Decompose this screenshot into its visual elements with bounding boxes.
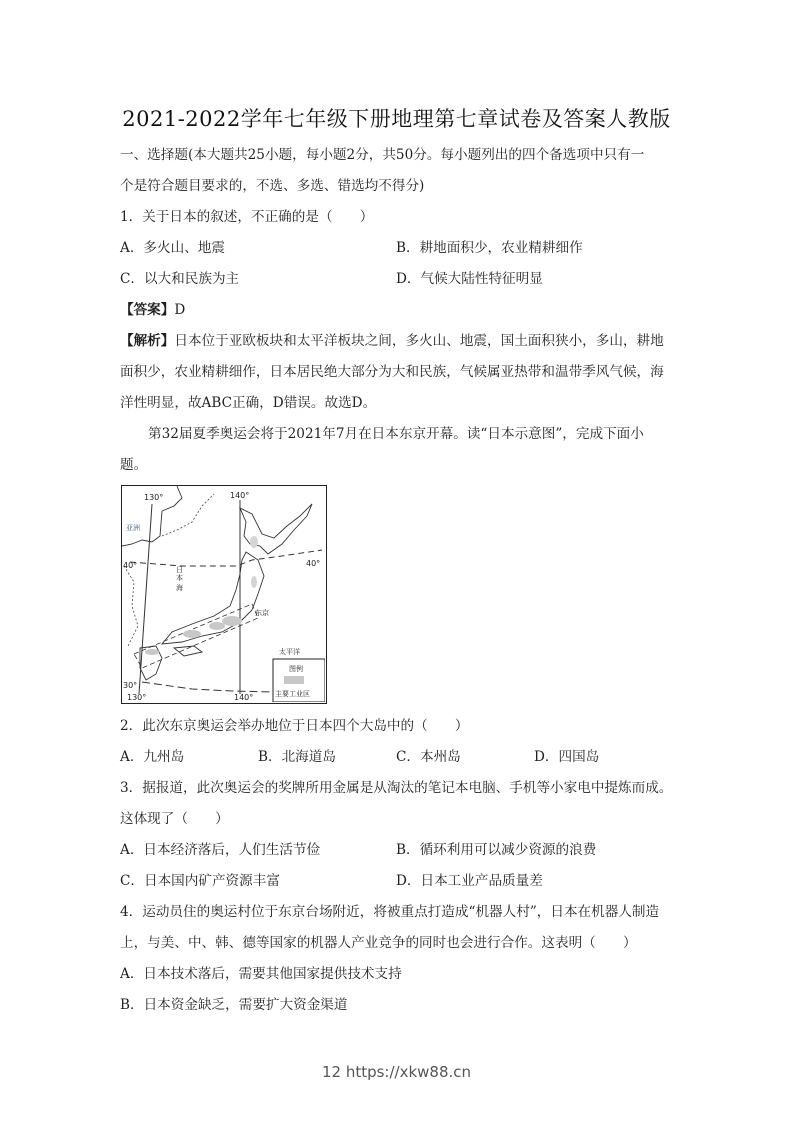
q4-option-b: B．日本资金缺乏，需要扩大资金渠道 <box>120 997 348 1013</box>
q1-option-a: A．多火山、地震 <box>120 240 225 256</box>
industrial-zone-chukyo <box>209 622 225 630</box>
q2-option-a: A．九州岛 <box>120 749 185 765</box>
label-sea-of-japan-3: 海 <box>176 584 183 592</box>
analysis-text-1: 日本位于亚欧板块和太平洋板块之间，多火山、地震，国土面积狭小，多山，耕地 <box>174 333 664 349</box>
label-sea-of-japan-1: 日 <box>176 566 183 574</box>
intro-line-2: 题。 <box>120 457 148 473</box>
q3-option-d: D．日本工业产品质量差 <box>396 873 543 889</box>
document-title: 2021-2022学年七年级下册地理第七章试卷及答案人教版 <box>122 107 671 131</box>
q1-analysis-line-1 <box>120 332 664 350</box>
q3-stem-line-2: 这体现了（ ） <box>120 811 229 827</box>
q2-option-c: C．本州岛 <box>396 749 461 765</box>
answer-value: D <box>174 302 186 318</box>
q1-answer <box>120 301 185 319</box>
label-lat-40-right: 40° <box>306 559 321 568</box>
label-lon-140-bottom: 140° <box>234 693 254 702</box>
q1-option-d: D．气候大陆性特征明显 <box>396 271 543 287</box>
label-lat-30: 30° <box>123 681 138 690</box>
q2-option-d: D．四国岛 <box>534 749 600 765</box>
parallel-40 <box>130 550 322 566</box>
q2-option-b: B．北海道岛 <box>258 749 336 765</box>
section-header-line-2: 个是符合题目要求的，不选、多选、错选均不得分) <box>120 178 425 194</box>
label-lon-130-top: 130° <box>144 493 164 502</box>
industrial-zone-keihin <box>222 616 242 626</box>
shikoku-outline <box>174 646 202 656</box>
q3-option-a: A．日本经济落后，人们生活节俭 <box>120 842 321 858</box>
q2-stem: 2．此次东京奥运会举办地位于日本四个大岛中的（ ） <box>120 718 469 734</box>
q3-stem-line-1: 3．据报道，此次奥运会的奖牌所用金属是从淘汰的笔记本电脑、手机等小家电中提炼而成。 <box>120 780 673 796</box>
page-footer[interactable]: 12 https://xkw88.cn <box>321 1063 472 1081</box>
label-sea-of-japan-2: 本 <box>176 574 183 582</box>
q4-stem-line-1: 4．运动员住的奥运村位于东京台场附近，将被重点打造成“机器人村”，日本在机器人制造 <box>120 904 660 920</box>
label-lat-40-left: 40° <box>123 561 138 570</box>
label-lon-140-top: 140° <box>230 491 250 500</box>
label-lon-130-bottom: 130° <box>127 693 147 702</box>
korea-coast <box>124 566 138 646</box>
q3-option-b: B．循环利用可以减少资源的浪费 <box>396 842 597 858</box>
answer-label: 【答案】 <box>120 302 175 318</box>
label-pacific: 太平洋 <box>279 648 300 656</box>
q1-option-c: C．以大和民族为主 <box>120 271 240 287</box>
label-tokyo: 东京 <box>255 609 269 617</box>
label-asia: 亚洲 <box>126 524 140 532</box>
japan-map <box>121 485 327 704</box>
legend-item-industrial: 主要工业区 <box>275 690 310 698</box>
q1-option-b: B．耕地面积少，农业精耕细作 <box>396 240 583 256</box>
analysis-label: 【解析】 <box>120 333 175 349</box>
q3-option-c: C．日本国内矿产资源丰富 <box>120 873 280 889</box>
hokkaido-outline <box>240 504 312 554</box>
q4-stem-line-2: 上，与美、中、韩、德等国家的机器人产业竞争的同时也会进行合作。这表明（ ） <box>120 935 637 951</box>
industrial-zone-kitakyushu <box>145 649 159 655</box>
legend-title: 图例 <box>289 665 303 673</box>
q1-analysis-line-3: 洋性明显，故ABC正确，D错误。故选D。 <box>120 395 377 411</box>
q4-option-a: A．日本技术落后，需要其他国家提供技术支持 <box>120 966 402 982</box>
q1-stem: 1．关于日本的叙述，不正确的是（ ） <box>120 209 374 225</box>
japan-map-graphic <box>122 486 325 702</box>
intro-line-1: 第32届夏季奥运会将于2021年7月在日本东京开幕。读“日本示意图”，完成下面小 <box>148 426 644 442</box>
industrial-zone-hanshin <box>183 630 201 638</box>
section-header-line-1: 一、选择题(本大题共25小题，每小题2分，共50分。每小题列出的四个备选项中只有一 <box>120 147 645 163</box>
legend-swatch-industrial <box>284 676 304 684</box>
q1-analysis-line-2: 面积少，农业精耕细作，日本居民绝大部分为大和民族，气候属亚热带和温带季风气候，海 <box>120 364 664 380</box>
